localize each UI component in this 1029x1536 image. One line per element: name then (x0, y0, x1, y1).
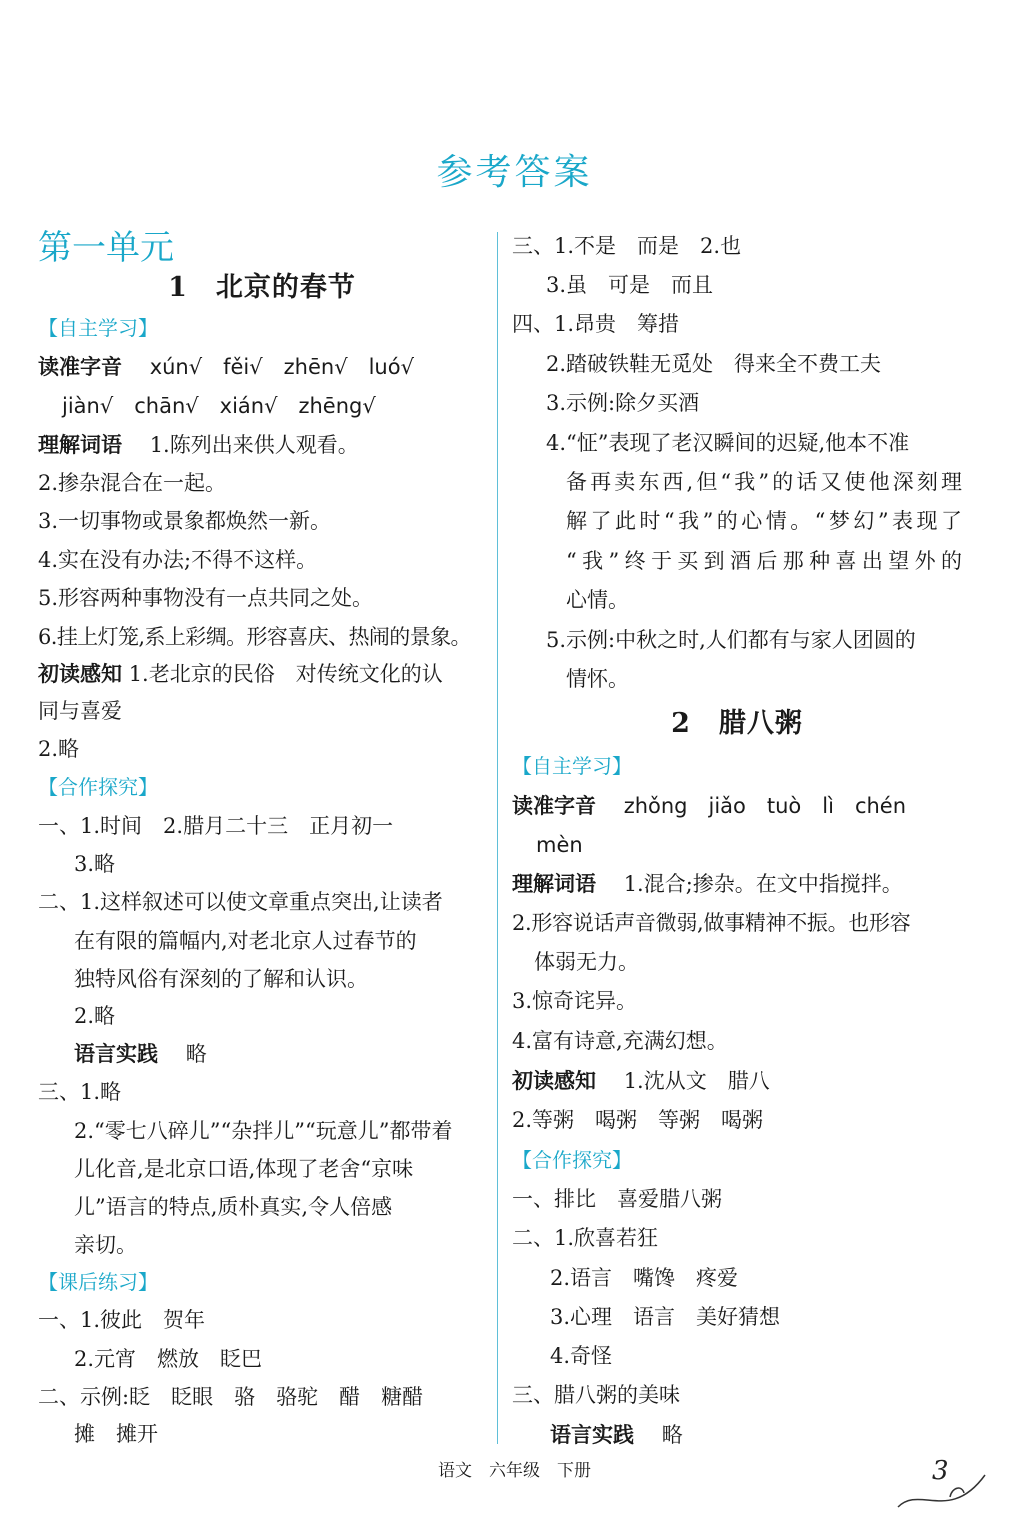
answer-line: 3.惊奇诧异。 (512, 989, 638, 1013)
answer-line: 一、排比 喜爱腊八粥 (512, 1187, 722, 1211)
lesson-title-1: 1 北京的春节 (168, 272, 356, 303)
word-meaning-label: 理解词语 (512, 871, 596, 896)
pinyin-line-1: xún√ fěi√ zhēn√ luó√ (149, 355, 414, 379)
answer-line: 一、1.时间 2.腊月二十三 正月初一 (38, 814, 394, 838)
answer-line: 2.略 (38, 737, 80, 761)
answer-line: 5.形容两种事物没有一点共同之处。 (38, 586, 374, 610)
answer-line: 2.形容说话声音微弱,做事精神不振。也形容 (512, 911, 911, 935)
answer-line: 2.“零七八碎儿”“杂拌儿”“玩意儿”都带着 (74, 1119, 453, 1143)
page-number: 3 (932, 1456, 949, 1486)
answer-line: 3.虽 可是 而且 (546, 273, 714, 297)
answer-line: 1.老北京的民俗 对传统文化的认 (128, 662, 443, 686)
answer-line: 情怀。 (566, 667, 629, 691)
page-footer (0, 1456, 1029, 1481)
answer-line: 6.挂上灯笼,系上彩绸。形容喜庆、热闹的景象。 (38, 625, 471, 649)
footer-text: 语文 六年级 下册 (438, 1461, 591, 1481)
answer-line: 二、1.欣喜若狂 (512, 1226, 659, 1250)
answer-line: 2.元宵 燃放 眨巴 (74, 1347, 263, 1371)
answer-line: 二、示例:眨 眨眼 骆 骆驼 醋 糖醋 (38, 1385, 424, 1409)
answer-line: 1.混合;掺杂。在文中指搅拌。 (623, 872, 903, 896)
language-practice-value: 略 (661, 1423, 683, 1447)
answer-line: 三、1.略 (38, 1080, 122, 1104)
section-cooperative-inquiry: 【合作探究】 (38, 775, 158, 799)
answer-line: 3.示例:除夕买酒 (546, 391, 700, 415)
decorative-swirl-icon (890, 1445, 1000, 1525)
reading-pronunciation-row (512, 791, 906, 821)
word-meaning-row (38, 430, 359, 460)
unit-heading: 第一单元 (38, 228, 174, 268)
answer-line: “我”终于买到酒后那种喜出望外的 (566, 549, 962, 573)
language-practice-label: 语言实践 (550, 1422, 634, 1447)
answer-line: 在有限的篇幅内,对老北京人过春节的 (74, 929, 417, 953)
answer-line: 三、腊八粥的美味 (512, 1383, 680, 1407)
language-practice-value: 略 (185, 1042, 207, 1066)
answer-line: 解了此时“我”的心情。“梦幻”表现了 (566, 509, 962, 533)
answer-line: 心情。 (566, 588, 629, 612)
answer-line: 3.一切事物或景象都焕然一新。 (38, 509, 332, 533)
answer-line: 5.示例:中秋之时,人们都有与家人团圆的 (546, 628, 916, 652)
page-title: 参考答案 (436, 152, 593, 193)
answer-line: 体弱无力。 (534, 950, 639, 974)
answer-line: 3.略 (74, 852, 116, 876)
word-meaning-row (512, 869, 903, 899)
lesson-title-2: 2 腊八粥 (671, 708, 803, 739)
first-reading-label: 初读感知 (38, 661, 122, 686)
answer-line: 2.掺杂混合在一起。 (38, 471, 227, 495)
answer-line: 亲切。 (74, 1233, 137, 1257)
first-reading-label: 初读感知 (512, 1068, 596, 1093)
reading-pronunciation-label: 读准字音 (38, 354, 122, 379)
answer-line: 摊 摊开 (74, 1422, 158, 1446)
section-self-study: 【自主学习】 (512, 754, 632, 778)
answer-line: 同与喜爱 (38, 699, 122, 723)
answer-line: 3.心理 语言 美好猜想 (550, 1305, 781, 1329)
answer-line: 儿”语言的特点,质朴真实,令人倍感 (74, 1195, 393, 1219)
section-after-class-exercise: 【课后练习】 (38, 1270, 158, 1294)
answer-line: 独特风俗有深刻的了解和认识。 (74, 967, 368, 991)
language-practice-label: 语言实践 (74, 1041, 158, 1066)
answer-line: 1.陈列出来供人观看。 (149, 433, 359, 457)
answer-line: 2.踏破铁鞋无觅处 得来全不费工夫 (546, 352, 882, 376)
answer-line: 4.富有诗意,充满幻想。 (512, 1029, 728, 1053)
answer-line: 三、1.不是 而是 2.也 (512, 234, 742, 258)
first-reading-row (512, 1066, 770, 1096)
word-meaning-label: 理解词语 (38, 432, 122, 457)
answer-line: 儿化音,是北京口语,体现了老舍“京味 (74, 1157, 414, 1181)
pinyin-line-1: zhǒng jiǎo tuò lì chén (623, 794, 907, 818)
answer-line: 2.等粥 喝粥 等粥 喝粥 (512, 1108, 764, 1132)
answer-line: 4.实在没有办法;不得不这样。 (38, 548, 318, 572)
language-practice-row (550, 1420, 683, 1450)
answer-line: 二、1.这样叙述可以使文章重点突出,让读者 (38, 890, 443, 914)
section-cooperative-inquiry: 【合作探究】 (512, 1148, 632, 1172)
reading-pronunciation-row (38, 352, 414, 382)
language-practice-row (74, 1039, 207, 1069)
section-self-study: 【自主学习】 (38, 316, 158, 340)
answer-line: 备再卖东西,但“我”的话又使他深刻理 (566, 470, 962, 494)
page-number-badge (890, 1445, 1000, 1529)
reading-pronunciation-label: 读准字音 (512, 793, 596, 818)
pinyin-line-2: mèn (536, 833, 583, 857)
column-divider (497, 232, 498, 1444)
pinyin-line-2: jiàn√ chān√ xián√ zhēng√ (62, 394, 376, 418)
answer-line: 4.“怔”表现了老汉瞬间的迟疑,他本不准 (546, 431, 910, 455)
first-reading-row (38, 659, 443, 689)
answer-line: 四、1.昂贵 筹措 (512, 312, 680, 336)
answer-line: 1.沈从文 腊八 (623, 1069, 770, 1093)
answer-line: 一、1.彼此 贺年 (38, 1308, 206, 1332)
answer-line: 2.语言 嘴馋 疼爱 (550, 1266, 739, 1290)
answer-line: 2.略 (74, 1004, 116, 1028)
answer-line: 4.奇怪 (550, 1344, 613, 1368)
